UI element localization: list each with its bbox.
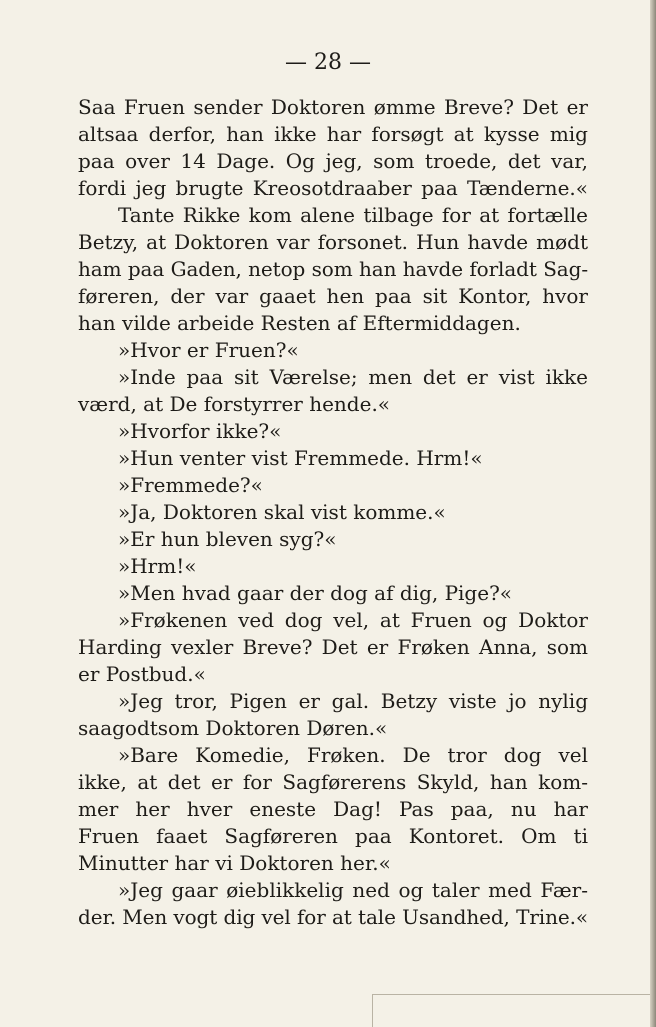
text-line: »Hvor er Fruen?« [118,338,299,362]
text-line: der. Men vogt dig vel for at tale Usandhed, Trine.« [78,905,588,929]
text-line: »Fremmede?« [118,473,263,497]
text-line: Saa Fruen sender Doktoren ømme Breve? Det er [78,95,588,119]
text-line: »Er hun bleven syg?« [118,527,337,551]
text-line: saagodtsom Doktoren Døren.« [78,716,388,740]
text-line: »Bare Komedie, Frøken. De tror dog vel [118,743,588,767]
text-line: fordi jeg brugte Kreosotdraaber paa Tænderne.« [78,176,588,200]
text-line: Harding vexler Breve? Det er Frøken Anna, som [78,635,588,659]
text-line: »Jeg tror, Pigen er gal. Betzy viste jo nylig [118,689,588,713]
text-line: Tante Rikke kom alene tilbage for at fortælle [118,203,588,227]
text-line: ikke, at det er for Sagførerens Skyld, han kom- [78,770,588,794]
text-line: »Ja, Doktoren skal vist komme.« [118,500,446,524]
page-edge-shadow [650,0,656,1027]
text-line: ham paa Gaden, netop som han havde forladt Sag- [78,257,588,281]
body-text [78,94,588,931]
text-line: »Hun venter vist Fremmede. Hrm!« [118,446,483,470]
text-line: »Inde paa sit Værelse; men det er vist ikke [118,365,588,389]
text-line: Betzy, at Doktoren var forsonet. Hun havde mødt [78,230,588,254]
text-line: »Frøkenen ved dog vel, at Fruen og Doktor [118,608,588,632]
text-line: Minutter har vi Doktoren her.« [78,851,391,875]
text-line: Fruen faaet Sagføreren paa Kontoret. Om ti [78,824,588,848]
text-line: paa over 14 Dage. Og jeg, som troede, det var, [78,149,588,173]
text-line: »Hrm!« [118,554,197,578]
text-line: »Hvorfor ikke?« [118,419,282,443]
page-number: — 28 — [285,50,371,75]
text-line: værd, at De forstyrrer hende.« [78,392,391,416]
bottom-rule-vertical [372,994,373,1027]
bottom-rule [372,994,650,995]
text-line: føreren, der var gaaet hen paa sit Kontor, hvor [78,284,588,308]
text-line: er Postbud.« [78,662,206,686]
text-line: han vilde arbeide Resten af Eftermiddagen. [78,311,521,335]
text-line: mer her hver eneste Dag! Pas paa, nu har [78,797,588,821]
text-line: altsaa derfor, han ikke har forsøgt at kysse mig [78,122,588,146]
text-line: »Men hvad gaar der dog af dig, Pige?« [118,581,513,605]
text-line: »Jeg gaar øieblikkelig ned og taler med Fær- [118,878,588,902]
